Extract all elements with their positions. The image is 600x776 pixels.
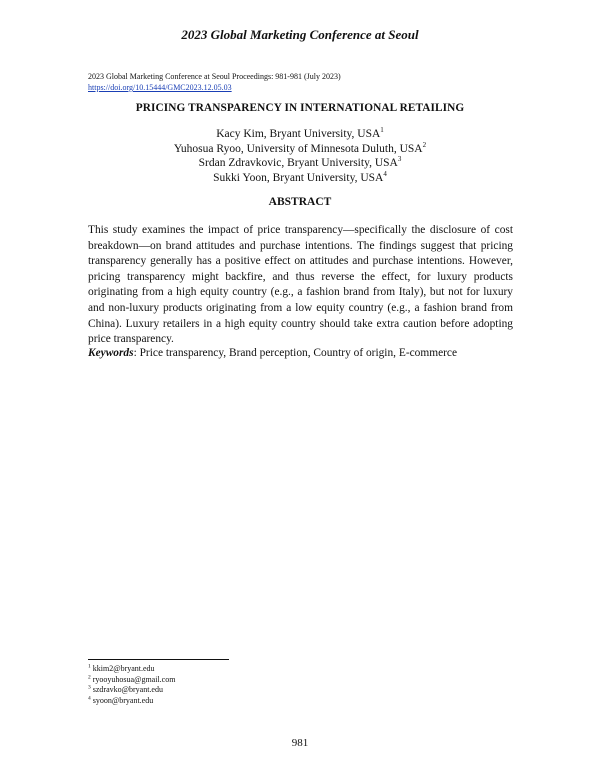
footnote-mark: 3: [88, 684, 91, 691]
footnote-email: syoon@bryant.edu: [92, 695, 154, 705]
proceedings-info: [88, 71, 341, 93]
author-line: [0, 127, 600, 142]
author-footnote-mark: 2: [422, 140, 427, 149]
doi-link[interactable]: https://doi.org/10.15444/GMC2023.12.05.03: [88, 83, 232, 92]
author-line: [0, 142, 600, 157]
footnote-divider: [88, 659, 229, 660]
footnote: [88, 696, 175, 707]
running-header: 2023 Global Marketing Conference at Seoul: [181, 27, 419, 42]
footnote-mark: 2: [88, 673, 91, 680]
keywords-line: [88, 346, 518, 361]
author-name: Kacy Kim, Bryant University, USA: [216, 128, 381, 140]
author-line: [0, 171, 600, 186]
keywords-label: Keywords: [88, 347, 134, 359]
paper-title: PRICING TRANSPARENCY IN INTERNATIONAL RETAILING: [135, 102, 465, 114]
keywords-text: : Price transparency, Brand perception, Country of origin, E-commerce: [133, 347, 458, 359]
proceedings-citation: 2023 Global Marketing Conference at Seoul Proceedings: 981-981 (July 2023): [88, 72, 341, 81]
footnote-email: kkim2@bryant.edu: [92, 664, 155, 673]
author-list: [0, 127, 600, 185]
author-footnote-mark: 1: [380, 126, 384, 135]
footnote-mark: 1: [88, 663, 91, 670]
author-footnote-mark: 4: [383, 169, 387, 178]
author-name: Sukki Yoon, Bryant University, USA: [213, 171, 384, 184]
author-name: Yuhosua Ryoo, University of Minnesota Duluth, USA: [173, 142, 423, 155]
footnote: [88, 675, 175, 686]
footnote: [88, 685, 175, 696]
footnote-email: szdravko@bryant.edu: [92, 685, 163, 695]
abstract-heading: ABSTRACT: [268, 196, 332, 208]
footnotes: [88, 664, 175, 706]
page-number: 981: [291, 737, 309, 749]
author-footnote-mark: 3: [397, 155, 402, 164]
author-line: [0, 156, 600, 171]
footnote-email: ryooyuhosua@gmail.com: [92, 674, 176, 684]
footnote-mark: 4: [88, 695, 91, 702]
author-name: Srdan Zdravkovic, Bryant University, USA: [198, 157, 398, 170]
footnote: [88, 664, 175, 675]
abstract-body: This study examines the impact of price transparency—specifically the disclosure of cost breakdown—on brand attitudes and purchase intentions. The findings suggest that pricing transparency generally has a positive effect on attitudes and purchase intentions. However, pricing transparency might backfire, and thus reverse the effect, for luxury products originating from a high equity country (e.g., a fashion brand from Italy), but not for luxury and non-luxury products originating from a low equity country (e.g., a fashion brand from China). Luxury retailers in a high equity country should take extra caution before adopting price transparency.: [88, 224, 513, 346]
